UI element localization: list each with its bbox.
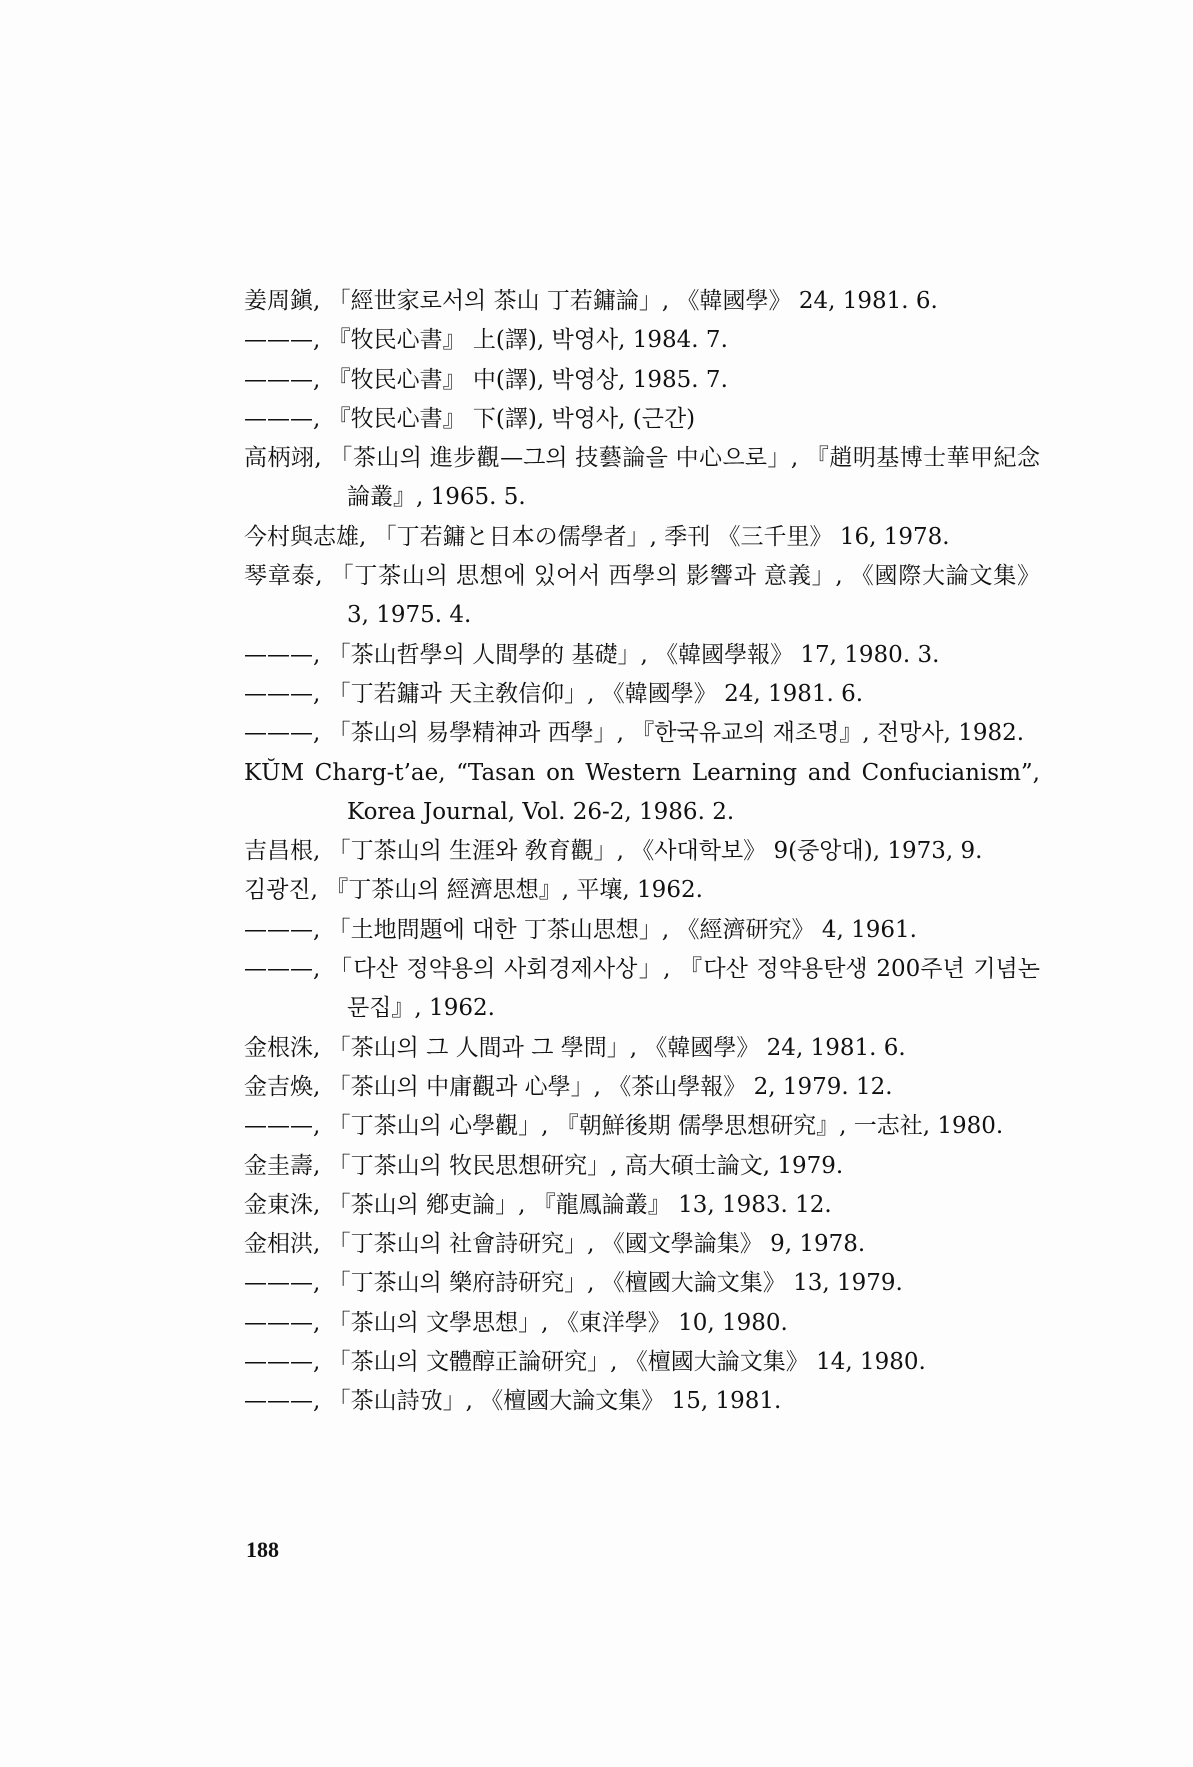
entry-text: 今村與志雄, 「丁若鏞と日本の儒學者」, 季刊 《三千里》 16, 1978. xyxy=(244,523,950,550)
entry-text: 姜周鎭, 「經世家로서의 茶山 丁若鏞論」, 《韓國學》 24, 1981. 6. xyxy=(244,288,938,314)
bibliography-entry xyxy=(244,714,1040,753)
bibliography-entry xyxy=(244,911,1040,950)
entry-text: 金吉煥, 「茶山의 中庸觀과 心學」, 《茶山學報》 2, 1979. 12. xyxy=(244,1073,893,1100)
bibliography-entry xyxy=(244,636,1040,675)
bibliography-entry xyxy=(244,439,1040,518)
bibliography-entry xyxy=(244,1304,1040,1343)
bibliography-entry xyxy=(244,754,1048,833)
bibliography-entry xyxy=(244,1107,1040,1146)
entry-text: ———, 『牧民心書』 下(譯), 박영사, (근간) xyxy=(244,405,696,432)
bibliography-entry xyxy=(244,1225,1040,1264)
entry-text: ———, 『牧民心書』 中(譯), 박영상, 1985. 7. xyxy=(244,366,728,393)
entry-text: 김광진, 『丁茶山의 經濟思想』, 平壤, 1962. xyxy=(244,877,703,904)
bibliography-entry xyxy=(244,1029,1040,1068)
entry-text: 金根洙, 「茶山의 그 人間과 그 學問」, 《韓國學》 24, 1981. 6. xyxy=(244,1034,906,1061)
bibliography-entry xyxy=(244,518,1040,557)
bibliography-entry xyxy=(244,871,1040,910)
bibliography-entry xyxy=(244,675,1040,714)
entry-text: ———, 「다산 정약용의 사회경제사상」, 『다산 정약용탄생 200주년 기념논문집』, 1962. xyxy=(244,956,1040,1022)
bibliography-entry xyxy=(244,557,1048,636)
entry-text: 吉昌根, 「丁茶山의 生涯와 敎育觀」, 《사대학보》 9(중앙대), 1973, 9. xyxy=(244,838,983,865)
bibliography-entry xyxy=(244,832,1040,871)
entry-text: 金相洪, 「丁茶山의 社會詩研究」, 《國文學論集》 9, 1978. xyxy=(244,1231,866,1258)
entry-text: ———, 「丁茶山의 心學觀」, 『朝鮮後期 儒學思想研究』, 一志社, 1980. xyxy=(244,1113,1004,1140)
entry-text: 高柄翊, 「茶山의 進步觀—그의 技藝論을 中心으로」, 『趙明基博士華甲紀念論叢』, 1965. 5. xyxy=(244,445,1040,511)
bibliography-entry xyxy=(244,282,1040,321)
bibliography-entry xyxy=(244,1068,1040,1107)
entry-text: ———, 「茶山의 文體醇正論研究」, 《檀國大論文集》 14, 1980. xyxy=(244,1349,926,1376)
entry-text: ———, 「丁若鏞과 天主敎信仰」, 《韓國學》 24, 1981. 6. xyxy=(244,680,864,707)
entry-text: 金圭壽, 「丁茶山의 牧民思想研究」, 高大碩士論文, 1979. xyxy=(244,1152,844,1179)
entry-text: ———, 「土地問題에 대한 丁茶山思想」, 《經濟研究》 4, 1961. xyxy=(244,916,917,943)
bibliography-entry xyxy=(244,361,1040,400)
entry-text: ———, 「茶山의 易學精神과 西學」, 『한국유교의 재조명』, 전망사, 1982. xyxy=(244,720,1025,747)
bibliography-entry xyxy=(244,950,1040,1029)
entry-text: ———, 「茶山哲學의 人間學的 基礎」, 《韓國學報》 17, 1980. 3. xyxy=(244,641,940,668)
page-number: 188 xyxy=(246,1537,279,1562)
bibliography-entry xyxy=(244,1264,1040,1303)
bibliography-entry xyxy=(244,321,1040,360)
bibliography-entry xyxy=(244,1343,1040,1382)
entry-text: 琴章泰, 「丁茶山의 思想에 있어서 西學의 影響과 意義」, 《國際大論文集》 3, 1975. 4. xyxy=(244,563,1048,629)
bibliography-entry xyxy=(244,1186,1040,1225)
entry-text: KŬM Charg-t’ae, “Tasan on Western Learning and Confucianism”, Korea Journal, Vol. 26-2, 1986. 2. xyxy=(244,759,1048,825)
entry-text: ———, 「茶山詩攷」, 《檀國大論文集》 15, 1981. xyxy=(244,1388,782,1415)
bibliography-entry xyxy=(244,400,1040,439)
entry-text: 金東洙, 「茶山의 鄕吏論」, 『龍鳳論叢』 13, 1983. 12. xyxy=(244,1191,832,1218)
bibliography-list xyxy=(244,282,1048,1422)
entry-text: ———, 『牧民心書』 上(譯), 박영사, 1984. 7. xyxy=(244,327,728,354)
entry-text: ———, 「茶山의 文學思想」, 《東洋學》 10, 1980. xyxy=(244,1309,788,1336)
entry-text: ———, 「丁茶山의 樂府詩研究」, 《檀國大論文集》 13, 1979. xyxy=(244,1270,903,1297)
bibliography-entry xyxy=(244,1382,1040,1421)
bibliography-entry xyxy=(244,1147,1040,1186)
